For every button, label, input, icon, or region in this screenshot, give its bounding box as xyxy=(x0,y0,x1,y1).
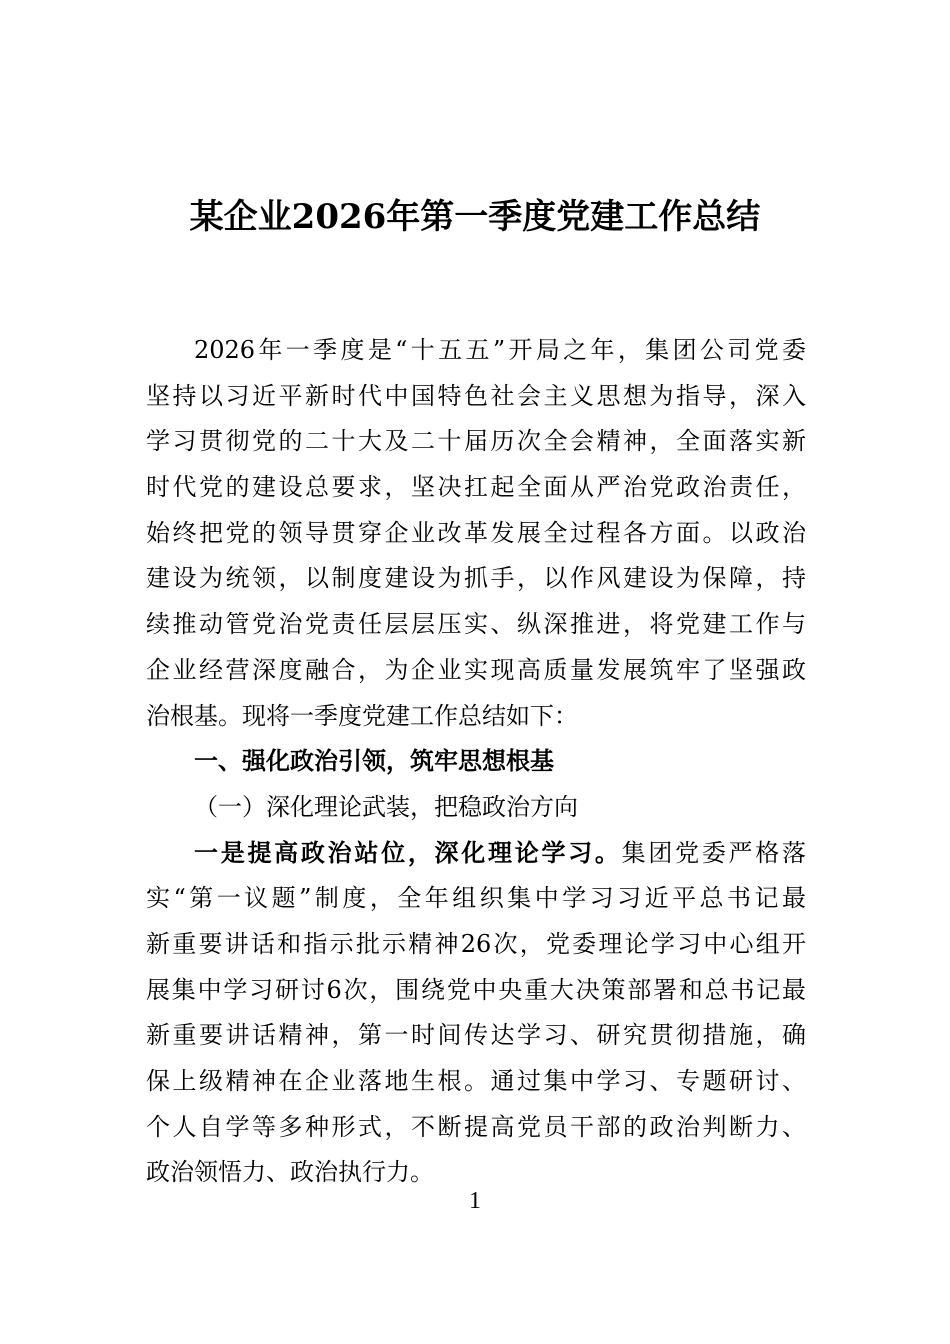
paragraph-line: 保上级精神在企业落地生根。通过集中学习、专题研讨、 xyxy=(146,1067,806,1095)
paragraph-text: 集团党委严格落 xyxy=(621,838,807,867)
paragraph-line: 个人自学等多种形式，不断提高党员干部的政治判断力、 xyxy=(146,1112,806,1141)
paragraph-lead-text: 一是提高政治站位，深化理论学习。 xyxy=(194,838,622,867)
section-heading: 一、强化政治引领，筑牢思想根基 xyxy=(194,747,554,776)
intro-line: 续推动管党治党责任层层压实、纵深推进，将党建工作与 xyxy=(146,610,806,639)
body-paragraph xyxy=(146,831,806,1197)
intro-line: 建设为统领，以制度建设为抓手，以作风建设为保障，持 xyxy=(146,564,806,593)
paragraph-line: 新重要讲话精神，第一时间传达学习、研究贯彻措施，确 xyxy=(146,1021,806,1050)
intro-line: 时代党的建设总要求，坚决扛起全面从严治党政治责任， xyxy=(146,473,806,502)
intro-line: 2026年一季度是“十五五”开局之年，集团公司党委 xyxy=(194,336,806,364)
paragraph-line: 展集中学习研讨6次，围绕党中央重大决策部署和总书记最 xyxy=(146,975,806,1004)
paragraph-line: 政治领悟力、政治执行力。 xyxy=(146,1158,434,1187)
page-number: 1 xyxy=(469,1188,481,1214)
document-title: 某企业2026年第一季度党建工作总结 xyxy=(189,197,761,237)
paragraph-line: 实“第一议题”制度，全年组织集中学习习近平总书记最 xyxy=(146,884,806,913)
intro-line: 治根基。现将一季度党建工作总结如下： xyxy=(146,701,578,730)
document-body xyxy=(146,328,806,1196)
intro-line: 始终把党的领导贯穿企业改革发展全过程各方面。以政治 xyxy=(146,518,806,547)
paragraph-first-line xyxy=(146,831,806,877)
intro-paragraph xyxy=(146,328,806,739)
subsection-heading: （一）深化理论武装，把稳政治方向 xyxy=(194,792,578,821)
intro-line: 企业经营深度融合，为企业实现高质量发展筑牢了坚强政 xyxy=(146,655,806,684)
intro-line: 学习贯彻党的二十大及二十届历次全会精神，全面落实新 xyxy=(146,427,806,456)
paragraph-line: 新重要讲话和指示批示精神26次，党委理论学习中心组开 xyxy=(146,929,806,958)
intro-line: 坚持以习近平新时代中国特色社会主义思想为指导，深入 xyxy=(146,381,806,410)
